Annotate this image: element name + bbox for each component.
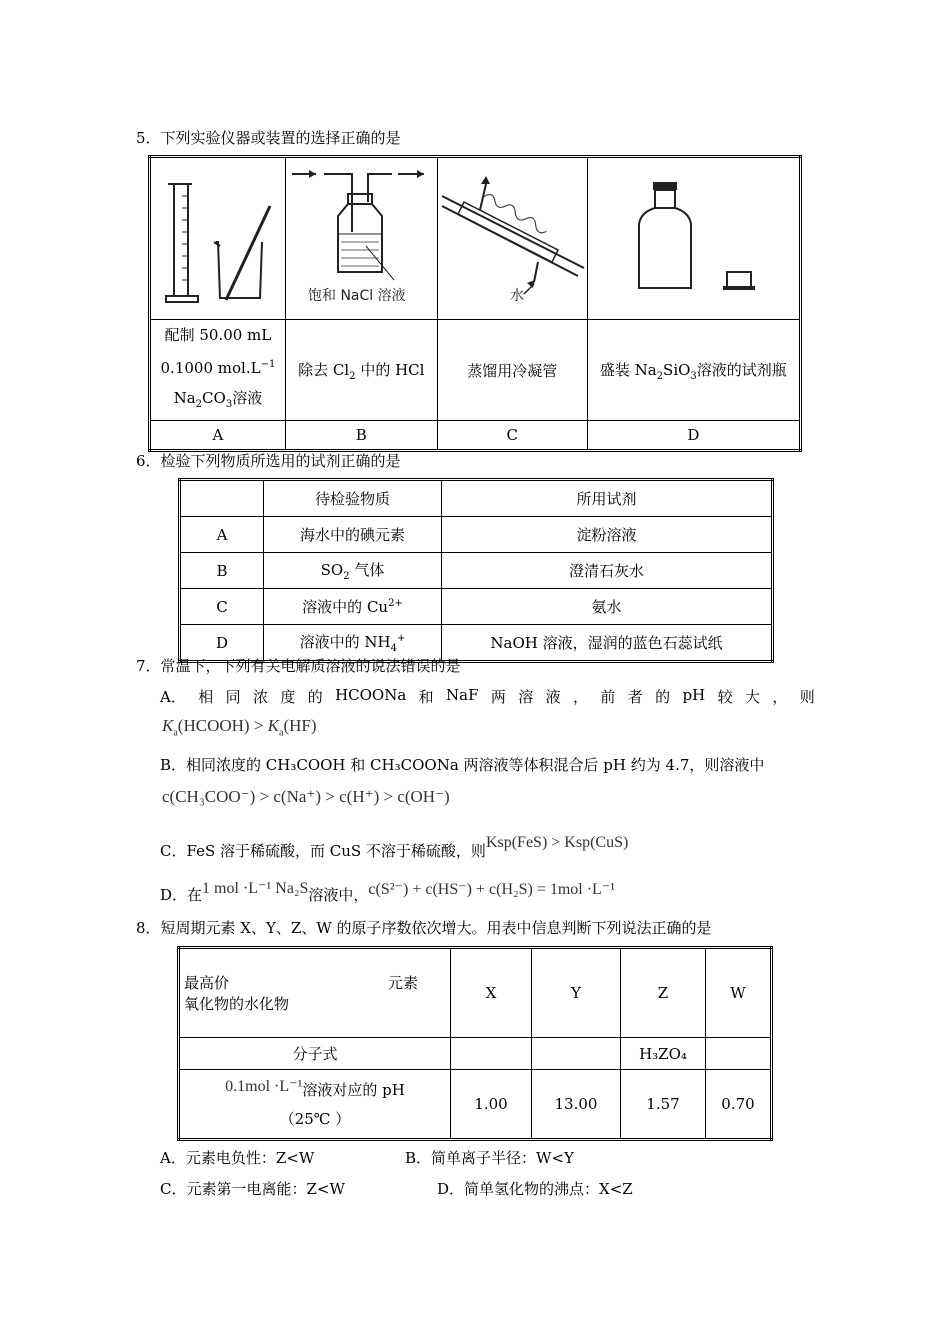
q7-stem: 7．常温下，下列有关电解质溶液的说法错误的是 xyxy=(136,657,461,675)
q5-desc-d-sub1: 2 xyxy=(656,370,664,382)
q5-desc-b-pre: 除去 Cl xyxy=(298,360,350,379)
q7-a-word: A． xyxy=(160,688,186,706)
q7-a-word: ， xyxy=(772,688,788,706)
q7-a-word: 两 xyxy=(490,688,506,706)
q6-subject-b-post: 气体 xyxy=(349,561,385,579)
q5-desc-b-post: 中的 HCl xyxy=(355,360,425,379)
q6-reagent-b: 澄清石灰水 xyxy=(442,553,773,589)
q5-label-c: C xyxy=(437,421,587,451)
q7-a-formula-k1: K xyxy=(162,716,174,735)
q7-a-word: 度 xyxy=(280,688,296,706)
q5-label-a: A xyxy=(150,421,286,451)
q5-desc-a-mid: CO xyxy=(202,389,226,407)
q7-a-formula-sub2: a xyxy=(279,727,284,739)
q6-opt-c: C xyxy=(180,589,264,625)
q7-option-d-formula1: 1 mol ·L⁻¹ Na₂S xyxy=(202,880,309,897)
q8-row1-y xyxy=(532,1038,621,1070)
q7-option-c-formula: Ksp(FeS) > Ksp(CuS) xyxy=(485,834,629,851)
q7-a-word: HCOONa xyxy=(335,686,407,704)
table-row xyxy=(180,553,773,589)
q7-a-word: 大 xyxy=(744,688,760,706)
q5-image-c-caption: 水 xyxy=(510,287,525,304)
q8-header-corner xyxy=(179,948,451,1038)
q8-row2-temp: （25℃ ） xyxy=(279,1110,351,1128)
q5-desc-d-mid: SiO xyxy=(663,360,691,379)
q5-image-d xyxy=(587,157,800,320)
q8-stem: 8．短周期元素 X、Y、Z、W 的原子序数依次增大。用表中信息判断下列说法正确的是 xyxy=(136,919,712,937)
q7-option-a-formula xyxy=(162,716,317,738)
q6-subject-b-pre: SO xyxy=(320,561,344,579)
q7-a-word: NaF xyxy=(446,686,479,704)
q7-a-word: 和 xyxy=(418,688,434,706)
q8-header-top: 最高价 xyxy=(184,974,230,992)
graduated-cylinder-beaker-icon xyxy=(158,162,278,312)
q6-subject-c-sup: 2+ xyxy=(388,598,403,609)
q8-row2-text: 溶液对应的 pH xyxy=(302,1081,405,1099)
q8-row1-x xyxy=(451,1038,532,1070)
q5-stem: 5．下列实验仪器或装置的选择正确的是 xyxy=(136,129,401,147)
q8-option-c: C．元素第一电离能：Z<W xyxy=(160,1180,345,1198)
q7-option-c-text: C．FeS 溶于稀硫酸，而 CuS 不溶于稀硫酸，则 xyxy=(160,842,486,860)
q5-desc-d xyxy=(587,320,800,421)
table-row xyxy=(179,1070,772,1140)
q5-image-b-caption: 饱和 NaCl 溶液 xyxy=(308,287,406,304)
q5-desc-a-line1: 配制 50.00 mL xyxy=(164,326,272,344)
table-row xyxy=(179,1038,772,1070)
q7-a-word: 者 xyxy=(627,688,643,706)
q6-subject-a: 海水中的碘元素 xyxy=(264,517,442,553)
q7-option-a-text xyxy=(160,686,815,707)
q8-row1-w xyxy=(706,1038,772,1070)
q8-row2-label xyxy=(179,1070,451,1140)
q7-option-c xyxy=(160,834,629,861)
q6-header-blank xyxy=(180,480,264,517)
q5-desc-c: 蒸馏用冷凝管 xyxy=(437,320,587,421)
q7-a-word: 则 xyxy=(799,688,815,706)
q7-a-word: 浓 xyxy=(252,688,268,706)
q8-row2-formula: 0.1mol ·L⁻¹ xyxy=(225,1078,303,1095)
q8-element-x: X xyxy=(451,948,532,1038)
q5-desc-d-pre: 盛装 Na xyxy=(599,360,657,379)
q6-opt-a: A xyxy=(180,517,264,553)
q8-row2-w: 0.70 xyxy=(706,1070,772,1140)
q7-option-d-text1: D．在 xyxy=(160,886,203,904)
q7-a-word: 同 xyxy=(225,688,241,706)
q5-image-b xyxy=(285,157,437,320)
q7-a-word: pH xyxy=(682,686,706,704)
q5-desc-b xyxy=(285,320,437,421)
q5-desc-a-sub1: 2 xyxy=(195,399,203,410)
q7-a-word: 前 xyxy=(600,688,616,706)
q5-desc-d-post: 溶液的试剂瓶 xyxy=(696,360,787,379)
q6-opt-b: B xyxy=(180,553,264,589)
q7-a-formula-part2: (HF) xyxy=(283,716,317,735)
q5-label-d: D xyxy=(587,421,800,451)
q8-element-y: Y xyxy=(532,948,621,1038)
q7-a-formula-k2: K xyxy=(267,716,279,735)
q8-table xyxy=(177,946,773,1141)
q5-image-c xyxy=(437,157,587,320)
q8-header-bottom: 氧化物的水化物 xyxy=(184,995,290,1013)
gas-washing-bottle-icon xyxy=(286,162,436,312)
q6-reagent-a: 淀粉溶液 xyxy=(442,517,773,553)
q6-subject-d-pre: 溶液中的 NH xyxy=(299,633,391,651)
q8-option-b: B．简单离子半径：W<Y xyxy=(405,1149,574,1167)
q6-reagent-c: 氨水 xyxy=(442,589,773,625)
table-row xyxy=(180,589,773,625)
q6-subject-d-sub: 4 xyxy=(390,643,397,654)
q5-label-b: B xyxy=(285,421,437,451)
q8-row2-x: 1.00 xyxy=(451,1070,532,1140)
q6-subject-d-sup: + xyxy=(396,633,406,644)
q8-row1-z: H₃ZO₄ xyxy=(621,1038,706,1070)
q5-desc-a-post: 溶液 xyxy=(232,389,263,407)
q5-image-a xyxy=(150,157,286,320)
q5-desc-a-line3: Na xyxy=(173,389,196,407)
q6-stem: 6．检验下列物质所选用的试剂正确的是 xyxy=(136,452,401,470)
q7-a-word: 较 xyxy=(717,688,733,706)
table-row xyxy=(180,517,773,553)
condenser-tube-icon xyxy=(438,162,586,312)
q7-a-formula-part1: (HCOOH) > xyxy=(177,716,268,735)
q8-header-right: 元素 xyxy=(387,974,418,992)
q8-option-d: D．简单氢化物的沸点：X<Z xyxy=(437,1180,633,1198)
q7-option-d-formula2: c(S²⁻) + c(HS⁻) + c(H₂S) = 1mol ·L⁻¹ xyxy=(368,881,616,898)
q6-header-reagent: 所用试剂 xyxy=(442,480,773,517)
q8-row2-z: 1.57 xyxy=(621,1070,706,1140)
q6-reagent-d: NaOH 溶液，湿润的蓝色石蕊试纸 xyxy=(442,625,773,662)
q5-desc-a xyxy=(150,320,286,421)
q5-desc-a-line2: 0.1000 mol.L xyxy=(160,359,261,377)
q5-desc-d-sub2: 3 xyxy=(690,370,697,382)
q6-subject-b xyxy=(264,553,442,589)
q7-a-word: ， xyxy=(573,688,589,706)
q7-a-word: 相 xyxy=(198,688,214,706)
q8-option-a: A．元素电负性：Z<W xyxy=(160,1149,315,1167)
q6-subject-c-pre: 溶液中的 Cu xyxy=(302,598,389,616)
q7-a-word: 溶 xyxy=(518,688,534,706)
q5-desc-b-sub: 2 xyxy=(349,370,356,382)
q7-a-word: 液 xyxy=(545,688,561,706)
q8-element-z: Z xyxy=(621,948,706,1038)
q7-option-b-text: B．相同浓度的 CH₃COOH 和 CH₃COONa 两溶液等体积混合后 pH 约为 4.7，则溶液中 xyxy=(160,756,765,774)
q8-row2-y: 13.00 xyxy=(532,1070,621,1140)
q7-a-word: 的 xyxy=(655,688,671,706)
q5-table xyxy=(148,155,802,452)
q7-a-word: 的 xyxy=(307,688,323,706)
q5-desc-a-sup: −1 xyxy=(260,359,276,370)
q7-a-formula-sub1: a xyxy=(173,727,178,739)
q7-option-b-formula: c(CH₃COO⁻) > c(Na⁺) > c(H⁺) > c(OH⁻) xyxy=(162,787,450,806)
q8-element-w: W xyxy=(706,948,772,1038)
q6-subject-b-sub: 2 xyxy=(343,571,350,582)
q6-subject-c xyxy=(264,589,442,625)
q6-header-subject: 待检验物质 xyxy=(264,480,442,517)
reagent-bottle-icon xyxy=(593,162,793,312)
q6-opt-d: D xyxy=(180,625,264,662)
q8-row1-label: 分子式 xyxy=(179,1038,451,1070)
q7-option-d-text2: 溶液中， xyxy=(308,886,369,904)
q7-option-d xyxy=(160,880,616,905)
q6-table xyxy=(178,478,774,663)
q5-desc-a-sub2: 3 xyxy=(225,399,233,410)
